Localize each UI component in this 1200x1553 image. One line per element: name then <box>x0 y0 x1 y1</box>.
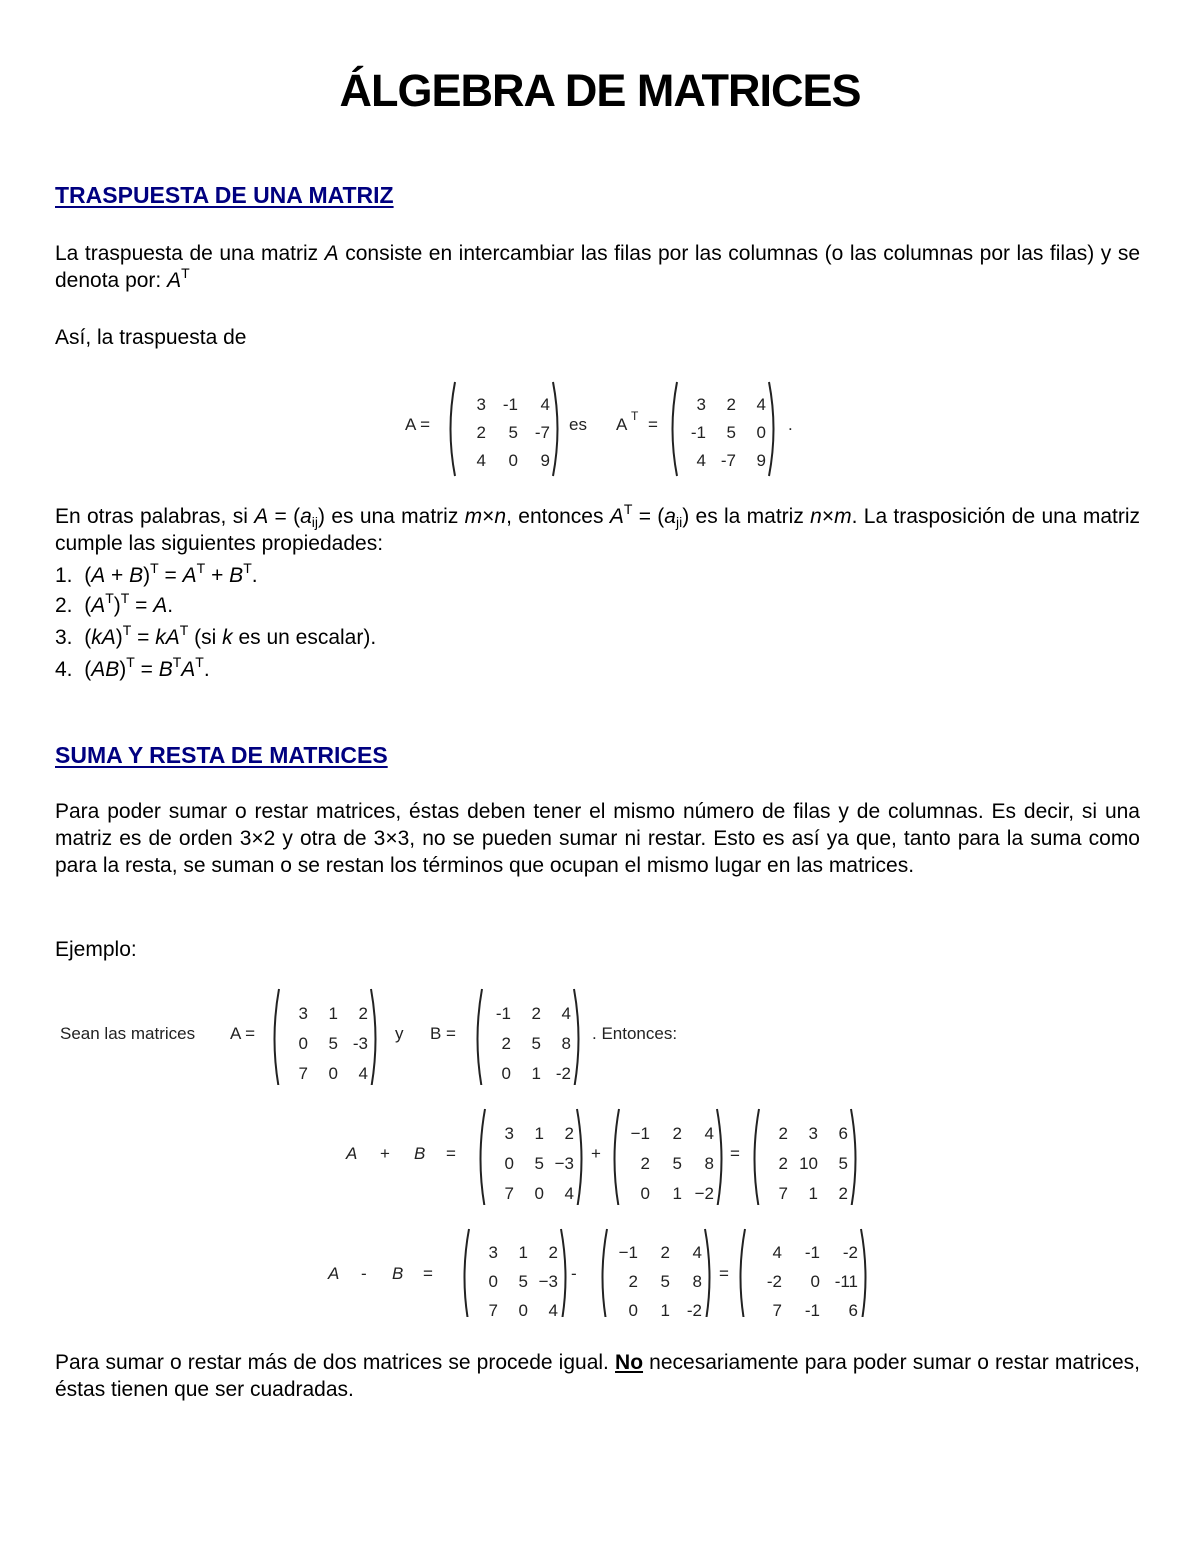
text: ) es la matriz <box>682 505 811 528</box>
matrix-a-cell: 9 <box>540 451 550 470</box>
equation-minus: - <box>361 1264 367 1283</box>
var: A <box>167 269 182 292</box>
text: necesariamente para poder sumar o restar matrices, éstas tienen que ser cuadradas. <box>55 1351 1140 1401</box>
property-2 <box>55 592 173 619</box>
right-parenthesis <box>851 1109 856 1205</box>
var: kA <box>155 626 180 649</box>
matrix-a-cell: 2 <box>476 423 486 442</box>
right-parenthesis <box>574 989 579 1085</box>
sum-matrix-result-cell: 10 <box>799 1154 818 1173</box>
matrix-a-cell: 5 <box>328 1034 338 1053</box>
matrix-a-cell: 7 <box>298 1064 308 1083</box>
var: A <box>609 505 624 528</box>
var: B <box>229 564 244 587</box>
property-number: 2. <box>55 594 73 617</box>
var: B <box>158 658 173 681</box>
matrix-b-cell: 4 <box>561 1004 571 1023</box>
superscript: T <box>105 590 114 606</box>
property-3 <box>55 624 376 651</box>
matrix-a-cell: 4 <box>540 395 550 414</box>
property-number: 1. <box>55 564 73 587</box>
sum-matrix-1-cell: 5 <box>534 1154 544 1173</box>
sum-matrix-result-cell: 2 <box>778 1124 788 1143</box>
diff-matrix-2-cell: 0 <box>628 1301 638 1317</box>
sum-matrix-result-cell: 3 <box>808 1124 818 1143</box>
diff-matrix-result-cell: -2 <box>842 1243 858 1262</box>
paragraph-asi: Así, la traspuesta de <box>55 326 247 349</box>
sum-matrix-result-cell: 5 <box>838 1154 848 1173</box>
diff-matrix-result-cell: -2 <box>766 1272 782 1291</box>
text: ( <box>84 658 92 681</box>
matrix-a-cell: 0 <box>508 451 518 470</box>
superscript: T <box>243 560 252 576</box>
superscript: T <box>196 560 206 576</box>
left-parenthesis <box>275 989 280 1085</box>
superscript: T <box>195 654 204 670</box>
var: A <box>324 242 339 265</box>
paragraph-ejemplo: Ejemplo: <box>55 938 137 961</box>
matrix-a-cell: 1 <box>328 1004 338 1023</box>
equation-equals: = <box>730 1144 740 1163</box>
sum-equation-group <box>345 1109 856 1205</box>
equation-equals: = <box>648 415 658 434</box>
matrix-b-cell: 2 <box>501 1034 511 1053</box>
matrix-a-cell: 5 <box>508 423 518 442</box>
equation-lhs-a: A = <box>230 1024 256 1043</box>
text: ) <box>115 626 123 649</box>
text: = <box>158 564 183 587</box>
left-parenthesis <box>451 382 456 476</box>
text: , entonces <box>506 505 610 528</box>
right-parenthesis <box>561 1229 566 1317</box>
subscript: ji <box>675 514 683 530</box>
diff-matrix-2-cell: 8 <box>692 1272 702 1291</box>
var: A <box>153 594 168 617</box>
text: ) <box>143 564 151 587</box>
matrix-b-cell: 8 <box>561 1034 571 1053</box>
equation-var-b: B <box>414 1144 426 1163</box>
equation-equals: = <box>719 1264 729 1283</box>
right-parenthesis <box>769 382 774 476</box>
matrix-a-cell: 4 <box>358 1064 368 1083</box>
property-number: 4. <box>55 658 73 681</box>
text: + <box>205 564 230 587</box>
sum-matrix-2-cell: 8 <box>704 1154 714 1173</box>
var: kA <box>91 626 116 649</box>
matrix-at-cell: 0 <box>756 423 766 442</box>
diff-matrix-result-cell: 7 <box>772 1301 782 1317</box>
var: k <box>222 626 233 649</box>
diff-matrix-2-cell: -2 <box>686 1301 702 1317</box>
matrix-a-cell: 0 <box>328 1064 338 1083</box>
var: AB <box>91 658 120 681</box>
matrix-a-cell: 3 <box>298 1004 308 1023</box>
equation-equals: = <box>446 1144 456 1163</box>
matrix-at-cell: 3 <box>696 395 706 414</box>
diff-matrix-1-cell: 2 <box>548 1243 558 1262</box>
text: × <box>482 505 495 528</box>
difference-equation-group <box>327 1229 866 1317</box>
sean-prefix: Sean las matrices <box>60 1024 196 1043</box>
matrix-at-cell: 4 <box>696 451 706 470</box>
sum-matrix-1-cell: 7 <box>504 1184 514 1203</box>
superscript: T <box>179 622 189 638</box>
text: ) <box>113 594 121 617</box>
paragraph-traspuesta-definition <box>55 240 1140 294</box>
example-matrices <box>0 985 1200 1085</box>
matrix-b-cell: 2 <box>531 1004 541 1023</box>
left-parenthesis <box>741 1229 746 1317</box>
paragraph-conclusion <box>55 1349 1140 1403</box>
text: ( <box>84 564 92 587</box>
matrix-b-cell: 5 <box>531 1034 541 1053</box>
text: = <box>129 594 154 617</box>
equation-var-a: A <box>346 1144 358 1163</box>
equation-minus: - <box>571 1264 577 1283</box>
equation-equals: = <box>423 1264 433 1283</box>
equation-lhs: A = <box>405 415 431 434</box>
transpose-equation-group <box>405 382 793 476</box>
matrix-at-cell: 4 <box>756 395 766 414</box>
property-4 <box>55 656 210 683</box>
text: . La trasposición de una matriz cumple las siguientes propiedades: <box>55 505 1140 555</box>
sum-matrix-2-cell: 5 <box>672 1154 682 1173</box>
diff-matrix-result-cell: -1 <box>804 1243 820 1262</box>
sum-matrix-result-cell: 2 <box>778 1154 788 1173</box>
sum-matrix-1-cell: 4 <box>564 1184 574 1203</box>
right-parenthesis <box>717 1109 722 1205</box>
diff-matrix-1-cell: 5 <box>518 1272 528 1291</box>
paragraph-transpose-explanation <box>55 503 1140 557</box>
sum-equation <box>0 1105 1200 1205</box>
diff-matrix-1-cell: 7 <box>488 1301 498 1317</box>
var: A <box>182 564 197 587</box>
diff-matrix-1-cell: 4 <box>548 1301 558 1317</box>
diff-matrix-result-cell: 6 <box>848 1301 858 1317</box>
equation-dot: . <box>788 415 793 434</box>
equation-var-a: A <box>328 1264 340 1283</box>
var: A <box>91 594 106 617</box>
sum-matrix-1-cell: −3 <box>554 1154 574 1173</box>
matrix-a-cell: 3 <box>476 395 486 414</box>
left-parenthesis <box>673 382 678 476</box>
right-parenthesis <box>553 382 558 476</box>
sean-suffix: . Entonces: <box>592 1024 678 1043</box>
text: = ( <box>632 505 665 528</box>
sum-matrix-1-cell: 1 <box>534 1124 544 1143</box>
matrix-at-cell: -7 <box>720 451 736 470</box>
sum-matrix-result-cell: 7 <box>778 1184 788 1203</box>
equation-plus: + <box>591 1144 601 1163</box>
diff-matrix-2-cell: 1 <box>660 1301 670 1317</box>
diff-matrix-1-cell: −3 <box>538 1272 558 1291</box>
matrix-at-cell: 5 <box>726 423 736 442</box>
right-parenthesis <box>371 989 376 1085</box>
matrix-at-cell: 9 <box>756 451 766 470</box>
matrix-a-cell: -7 <box>534 423 550 442</box>
diff-matrix-2-cell: 2 <box>628 1272 638 1291</box>
text: consiste en intercambiar las filas por las columnas (o las columnas por las filas) y se denota por: <box>55 242 1141 292</box>
equation-lhs-b: B = <box>430 1024 456 1043</box>
transpose-equation <box>0 370 1200 480</box>
left-parenthesis <box>615 1109 620 1205</box>
superscript: T <box>150 560 159 576</box>
diff-matrix-2-cell: 5 <box>660 1272 670 1291</box>
var: A <box>91 564 106 587</box>
equation-y: y <box>395 1024 404 1043</box>
sum-matrix-1-cell: 0 <box>504 1154 514 1173</box>
text: ) <box>119 658 127 681</box>
left-parenthesis <box>481 1109 486 1205</box>
text: ( <box>84 594 92 617</box>
var: a <box>300 505 312 528</box>
difference-equation <box>0 1227 1200 1317</box>
text: = <box>134 658 159 681</box>
superscript: T <box>181 265 190 281</box>
page-title: ÁLGEBRA DE MATRICES <box>339 65 861 116</box>
matrix-b-cell: 1 <box>531 1064 541 1083</box>
superscript: T <box>126 654 135 670</box>
matrix-a-cell: -1 <box>502 395 518 414</box>
left-parenthesis <box>603 1229 608 1317</box>
var: A <box>254 505 269 528</box>
left-parenthesis <box>755 1109 760 1205</box>
left-parenthesis <box>478 989 483 1085</box>
sum-matrix-2-cell: 1 <box>672 1184 682 1203</box>
matrix-at-cell: 2 <box>726 395 736 414</box>
section-heading-traspuesta: TRASPUESTA DE UNA MATRIZ <box>55 182 394 208</box>
matrix-b-cell: -1 <box>495 1004 511 1023</box>
sum-matrix-1-cell: 2 <box>564 1124 574 1143</box>
matrix-b-cell: -2 <box>555 1064 571 1083</box>
var: a <box>664 505 676 528</box>
var: B <box>129 564 144 587</box>
diff-matrix-2-cell: −1 <box>618 1243 638 1262</box>
sum-matrix-2-cell: 2 <box>672 1124 682 1143</box>
sum-matrix-result-cell: 2 <box>838 1184 848 1203</box>
text: + <box>105 564 130 587</box>
text: . <box>251 564 258 587</box>
text: = <box>131 626 156 649</box>
var: n <box>494 505 507 528</box>
diff-matrix-result-cell: 0 <box>810 1272 820 1291</box>
var: n <box>810 505 822 528</box>
right-parenthesis <box>861 1229 866 1317</box>
matrix-b-cell: 0 <box>501 1064 511 1083</box>
diff-matrix-2-cell: 2 <box>660 1243 670 1262</box>
sum-matrix-result-cell: 6 <box>838 1124 848 1143</box>
diff-matrix-1-cell: 0 <box>518 1301 528 1317</box>
sum-matrix-result-cell: 1 <box>808 1184 818 1203</box>
var: m <box>464 505 483 528</box>
property-1 <box>55 562 258 589</box>
superscript: T <box>631 409 639 423</box>
var: m <box>834 505 852 528</box>
var: A <box>181 658 196 681</box>
superscript: T <box>172 654 182 670</box>
text: . <box>167 594 174 617</box>
text: = ( <box>268 505 301 528</box>
paragraph-suma-resta: Para poder sumar o restar matrices, éstas deben tener el mismo número de filas y de columnas. Es decir, si una matriz es de orden 3×2 y otra de 3×3, no se pueden sumar ni restar. Esto es así ya que, tanto para la suma como para la resta, se suman o se restan los términos que ocupan el mismo lugar en las matrices. <box>55 800 1140 877</box>
diff-matrix-result-cell: -1 <box>804 1301 820 1317</box>
right-parenthesis <box>577 1109 582 1205</box>
text: (si <box>188 626 223 649</box>
property-number: 3. <box>55 626 73 649</box>
matrix-a-cell: 2 <box>358 1004 368 1023</box>
matrix-a-cell: -3 <box>352 1034 368 1053</box>
superscript: T <box>122 622 132 638</box>
diff-matrix-1-cell: 0 <box>488 1272 498 1291</box>
matrix-a-cell: 0 <box>298 1034 308 1053</box>
text: . <box>203 658 210 681</box>
sum-matrix-1-cell: 0 <box>534 1184 544 1203</box>
equation-var-b: B <box>392 1264 404 1283</box>
example-matrices-group <box>60 989 677 1085</box>
equation-es: es <box>569 415 587 434</box>
equation-var: A <box>616 415 628 434</box>
sum-matrix-2-cell: 0 <box>640 1184 650 1203</box>
sum-matrix-2-cell: 2 <box>640 1154 650 1173</box>
right-parenthesis <box>705 1229 710 1317</box>
subscript: ij <box>311 514 319 530</box>
sum-matrix-2-cell: 4 <box>704 1124 714 1143</box>
section-heading-suma-resta: SUMA Y RESTA DE MATRICES <box>55 742 388 768</box>
diff-matrix-result-cell: -11 <box>834 1272 858 1291</box>
diff-matrix-2-cell: 4 <box>692 1243 702 1262</box>
text: La traspuesta de una matriz <box>55 242 325 265</box>
diff-matrix-1-cell: 1 <box>518 1243 528 1262</box>
text: En otras palabras, si <box>55 505 255 528</box>
diff-matrix-result-cell: 4 <box>772 1243 782 1262</box>
superscript: T <box>623 501 633 517</box>
text: ( <box>84 626 92 649</box>
diff-matrix-1-cell: 3 <box>488 1243 498 1262</box>
emphasis-no: No <box>615 1351 644 1374</box>
sum-matrix-2-cell: −2 <box>694 1184 714 1203</box>
left-parenthesis <box>465 1229 470 1317</box>
sum-matrix-1-cell: 3 <box>504 1124 514 1143</box>
text: × <box>821 505 835 528</box>
matrix-at-cell: -1 <box>690 423 706 442</box>
equation-plus: + <box>380 1144 390 1163</box>
text: ) es una matriz <box>318 505 465 528</box>
matrix-a-cell: 4 <box>476 451 486 470</box>
sum-matrix-2-cell: −1 <box>630 1124 650 1143</box>
superscript: T <box>120 590 130 606</box>
text: Para sumar o restar más de dos matrices se procede igual. <box>55 1351 616 1374</box>
text: es un escalar). <box>232 626 377 649</box>
